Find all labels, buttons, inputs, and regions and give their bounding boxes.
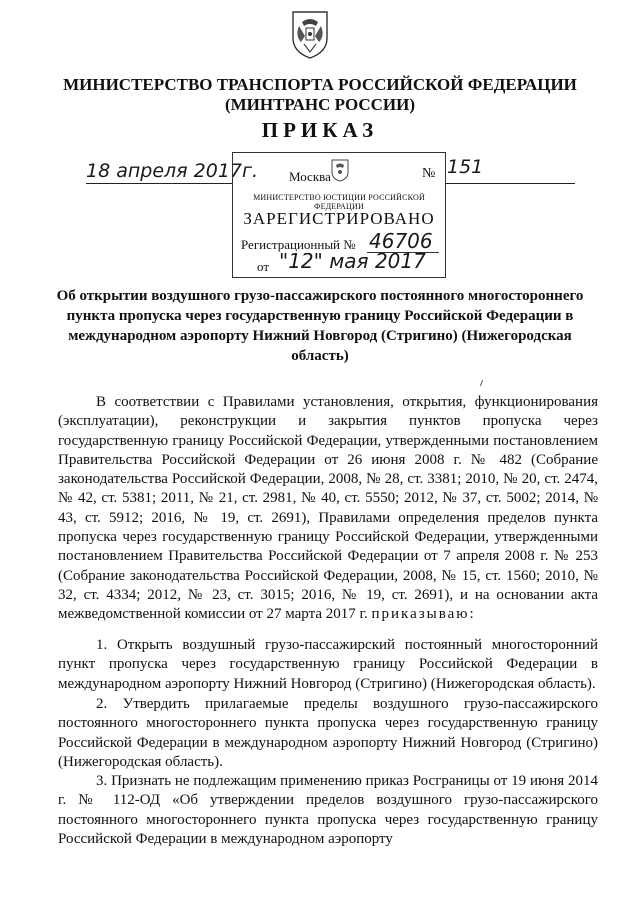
stamp-ministry: МИНИСТЕРСТВО ЮСТИЦИИ РОССИЙСКОЙ ФЕДЕРАЦИИ bbox=[253, 193, 425, 211]
order-item-1: 1. Открыть воздушный грузо-пассажирский постоянный многосторонний пункт пропуска через государственную границу Российской Федерации в международном аэропорту Нижний Новгород (Стригино) (Нижегородская область). bbox=[58, 637, 598, 692]
pen-mark bbox=[480, 380, 487, 386]
stamp-from-label: от bbox=[257, 259, 270, 274]
order-item-3: 3. Признать не подлежащим применению приказ Росграницы от 19 июня 2014 г. № 112-ОД «Об утверждении пределов воздушного грузо-пассажирского постоянного многостороннего пункта пропуска через государственную границу Российской Федерации в международном аэропорту bbox=[58, 773, 598, 847]
stamp-reg-label: Регистрационный № bbox=[241, 237, 356, 252]
stamp-reg-date: "12" мая 2017 bbox=[279, 249, 426, 273]
intro-paragraph bbox=[58, 393, 598, 625]
document-title: Об открытии воздушного грузо-пассажирского постоянного многостороннего пункта пропуска через государственную границу Российской Федерации в международном аэропорту Нижний Новгород (Стригино) (Нижегородская область) bbox=[56, 288, 584, 364]
stamp-emblem-icon bbox=[328, 157, 352, 183]
number-underline bbox=[445, 183, 575, 184]
stamp-registered: ЗАРЕГИСТРИРОВАНО bbox=[243, 209, 435, 228]
document-type: ПРИКАЗ bbox=[261, 118, 379, 142]
ministry-short-name: (МИНТРАНС РОССИИ) bbox=[224, 95, 416, 114]
date-underline bbox=[86, 183, 232, 184]
ministry-name: МИНИСТЕРСТВО ТРАНСПОРТА РОССИЙСКОЙ ФЕДЕРАЦИИ bbox=[63, 75, 577, 94]
order-word: приказываю: bbox=[371, 606, 476, 623]
handwritten-date: 18 апреля 2017г. bbox=[86, 160, 259, 182]
registration-stamp bbox=[232, 152, 446, 278]
coat-of-arms-icon bbox=[287, 8, 333, 60]
stamp-city: Москва bbox=[289, 169, 331, 184]
number-sign: № bbox=[422, 166, 436, 181]
order-item-2: 2. Утвердить прилагаемые пределы воздушного грузо-пассажирского постоянного многостороннего пункта пропуска через государственную границу Российской Федерации в международном аэропорту Нижний Новгород (Стригино) (Нижегородская область). bbox=[58, 696, 598, 770]
stamp-reg-number: 46706 bbox=[369, 229, 433, 253]
handwritten-number: 151 bbox=[447, 156, 484, 178]
intro-text: В соответствии с Правилами установления, открытия, функционирования (эксплуатации), реконструкции и закрытия пунктов пропуска через государственную границу Российской Федерации, утвержденными постановлением Правительства Российской Федерации от 26 июня 2008 г. № 482 (Собрание законодательства Российской Федерации, 2008, № 28, ст. 3381; 2010, № 20, ст. 2474, № 42, ст. 5381; 2011, № 21, ст. 2981, № 40, ст. 5550; 2012, № 37, ст. 5002; 2014, № 43, ст. 5912; 2016, № 19, ст. 2691), Правилами определения пределов пункта пропуска через государственную границу Российской Федерации, утвержденными постановлением Правительства Российской Федерации от 7 апреля 2008 г. № 253 (Собрание законодательства Российской Федерации, 2008, № 15, ст. 1560; 2010, № 32, ст. 4334; 2012, № 23, ст. 3015; 2016, № 19, ст. 2691), и на основании акта межведомственной комиссии от 27 марта 2017 г. bbox=[58, 394, 598, 623]
